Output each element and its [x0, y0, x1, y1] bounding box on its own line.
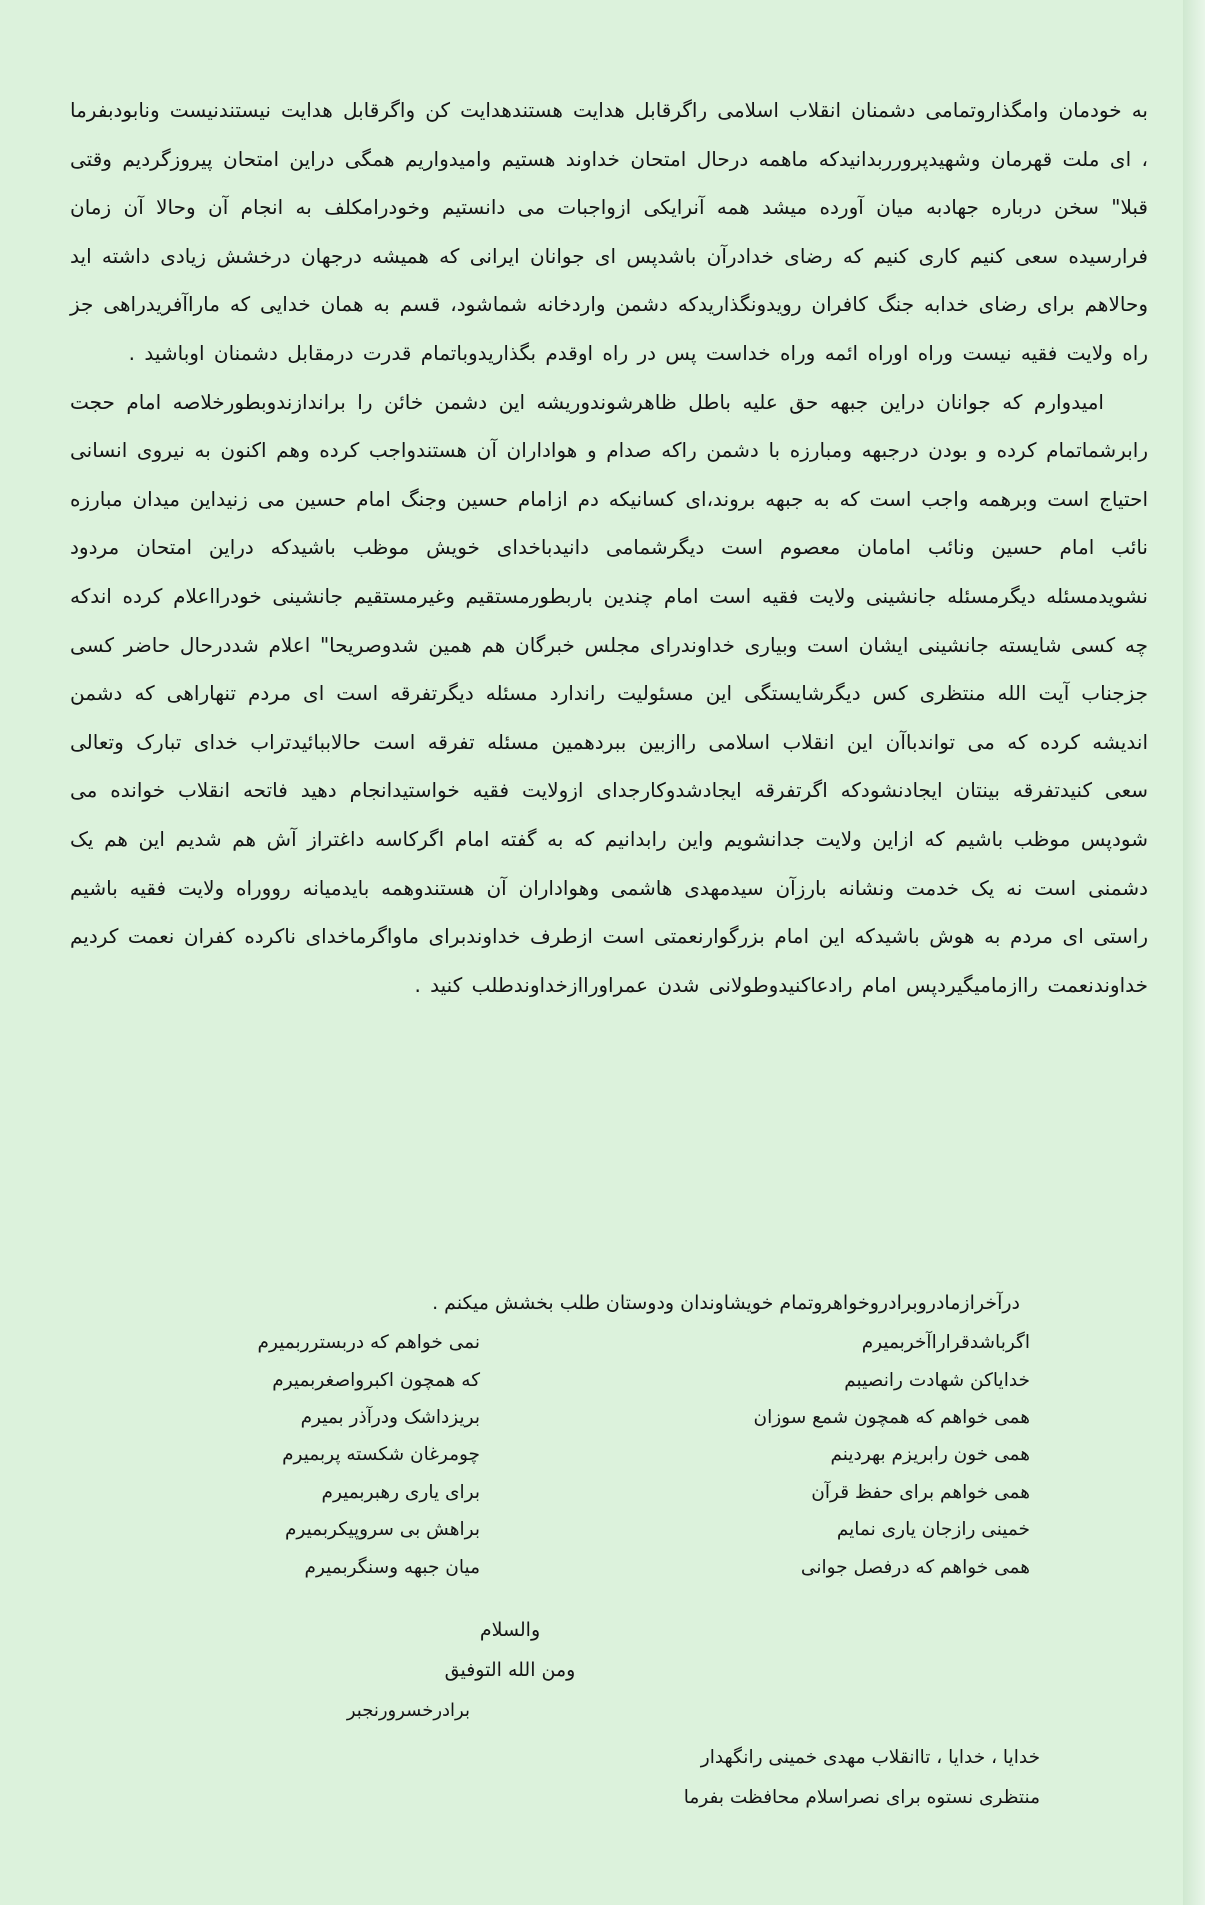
poem-verse: [150, 1511, 1030, 1548]
poem-hemistich-left: برای یاری رهبربمیرم: [321, 1481, 480, 1503]
paragraph-2: امیدوارم که جوانان دراین جبهه حق علیه باطل ظاهرشوندوریشه این دشمن خائن را براندازندوبطورخلاصه امام حجت رابرشماتمام کرده و بودن درجبهه ومبارزه با دشمن راکه صدام و هواداران آن هستندواجب کرده وهم اکنون به نیروی انسانی احتیاج است وبرهمه واجب است که به جبهه بروند،ای کسانیکه دم ازامام حسین وجنگ امام حسین می زنیداین میدان مبارزه نائب امام حسین ونائب امامان معصوم است دیگرشمامی دانیدباخدای خویش موظب باشیدکه دراین امتحان مردود نشویدمسئله دیگرمسئله جانشینی ولایت فقیه است امام چندین باربطورمستقیم وغیرمستقیم جانشینی خودرااعلام کرده اندکه چه کسی شایسته جانشینی ایشان است وبیاری خداوندرای مجلس خبرگان هم همین شدوصریحا" اعلام شددرحال حاضر کسی جزجناب آیت الله منتظری کس دیگرشایستگی این مسئولیت راندارد مسئله دیگرتفرقه است ای مردم تنهاراهی که دشمن اندیشه کرده که می تواندباآن این انقلاب اسلامی راازبین ببردهمین مسئله تفرقه است حالاببائیدتراب خدای تبارک وتعالی سعی کنیدتفرقه بینتان ایجادنشودکه اگرتفرقه ایجادشدوکارجدای ازولایت فقیه خواستیدانجام دهید فاتحه انقلاب خوانده می شودپس موظب باشیم که ازاین ولایت جدانشویم واین رابدانیم که به گفته امام اگرکاسه داغتراز آش هم شدیم این هم یک دشمنی است نه یک خدمت ونشانه بارزآن سیدمهدی هاشمی وهواداران آن هستندوهمه بایدمیانه رووراه ولایت فقیه باشیم راستی ای مردم به هوش باشیدکه این امام بزرگوارنعمتی است ازطرف خداوندبرای ماواگرماخدای ناکرده کفران نعمت کردیم خداوندنعمت راازمامیگیردپس امام رادعاکنیدوطولانی شدن عمراوراازخداوندطلب کنید .: [70, 389, 1148, 997]
poem-hemistich-left: براهش بی سروپیکربمیرم: [284, 1519, 480, 1541]
poem-hemistich-left: بریزداشک ودرآذر بمیرم: [300, 1406, 480, 1428]
salutation-line: والسلام: [479, 1619, 541, 1641]
poem-hemistich-right: اگرباشدقراراآخربمیرم: [861, 1332, 1030, 1354]
poem-verse: [150, 1324, 1030, 1361]
salutation-line: ومن الله التوفیق: [444, 1659, 576, 1681]
poem-verse: [150, 1474, 1030, 1511]
poem-hemistich-left: نمی خواهم که دربسترربمیرم: [257, 1332, 480, 1354]
poem-hemistich-left: میان جبهه وسنگربمیرم: [304, 1556, 480, 1578]
poem-hemistich-left: چومرغان شکسته پربمیرم: [282, 1444, 480, 1466]
poem-verse: [150, 1548, 1030, 1585]
prayer-line: منتظری نستوه برای نصراسلام محافظت بفرما: [683, 1787, 1040, 1808]
letter-body: [70, 86, 1148, 1009]
poem-verse: [150, 1436, 1030, 1473]
closing-line: درآخرازمادروبرادروخواهروتمام خویشاوندان ودوستان طلب بخشش میکنم .: [432, 1292, 1020, 1314]
poem-hemistich-right: خدایاکن شهادت رانصیبم: [844, 1369, 1030, 1391]
poem-verse: [150, 1361, 1030, 1398]
poem-hemistich-left: که همچون اکبرواصغربمیرم: [272, 1369, 480, 1391]
page-edge: [1183, 0, 1205, 1905]
poem-hemistich-right: همی خواهم برای حفظ قرآن: [811, 1481, 1030, 1503]
poem-hemistich-right: خمینی رازجان یاری نمایم: [836, 1519, 1030, 1541]
prayer-line: خدایا ، خدایا ، تاانقلاب مهدی خمینی رانگهدار: [700, 1747, 1040, 1768]
sender-name: برادرخسرورنجبر: [346, 1700, 470, 1721]
paragraph-1: به خودمان وامگذاروتمامی دشمنان انقلاب اسلامی راگرقابل هدایت هستندهدایت کن واگرقابل هدایت نیستندنیست ونابودبفرما ، ای ملت قهرمان وشهیدپرورربدانیدکه ماهمه درحال امتحان خداوند هستیم وامیدواریم همگی دراین امتحان پیروزگردیم وقتی قبلا" سخن درباره جهادبه میان آورده میشد همه آنرایکی ازواجبات می دانستیم وخودرامکلف به انجام آن وحالا آن زمان فرارسیده سعی کنیم کاری کنیم که رضای خدادرآن باشدپس ای جوانان ایرانی که همیشه درجهان درخشش زیادی داشته اید وحالاهم برای رضای خدابه جنگ کافران رویدونگذاریدکه دشمن واردخانه شماشود، قسم به همان خدایی که ماراآفریدراهی جز راه ولایت فقیه نیست وراه اوراه ائمه وراه خداست پس در راه اوقدم بگذاریدوباتمام قدرت درمقابل دشمنان اوباشید .: [70, 98, 1148, 365]
poem: [150, 1324, 1030, 1586]
poem-hemistich-right: همی خون رابریزم بهردینم: [830, 1444, 1030, 1466]
closing-prayer: [180, 1738, 1040, 1818]
poem-hemistich-right: همی خواهم که درفصل جوانی: [800, 1556, 1030, 1578]
poem-hemistich-right: همی خواهم که همچون شمع سوزان: [753, 1406, 1030, 1428]
salutation: [300, 1610, 720, 1690]
poem-verse: [150, 1399, 1030, 1436]
